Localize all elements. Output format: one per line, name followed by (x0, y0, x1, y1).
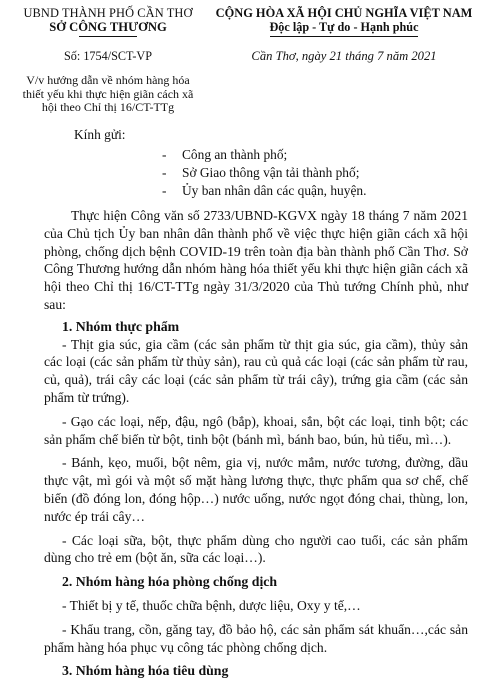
recipient-text: Công an thành phố; (182, 147, 288, 162)
section-title-epidemic: 2. Nhóm hàng hóa phòng chống dịch (62, 574, 278, 590)
motto-underline (270, 36, 418, 37)
recipient-list (162, 146, 472, 200)
document-number: Số: 1754/SCT-VP (64, 49, 152, 63)
department-name: SỞ CÔNG THƯƠNG (49, 20, 167, 34)
recipient-text: Sở Giao thông vận tải thành phố; (182, 165, 360, 180)
document-header (0, 6, 480, 114)
national-block (213, 6, 475, 63)
issuer-block (8, 6, 208, 115)
agency-name: UBND THÀNH PHỐ CẦN THƠ (23, 6, 193, 20)
list-item: - Các loại sữa, bột, thực phẩm dùng cho người cao tuổi, các sản phẩm dùng cho trẻ em (bột ăn, sữa các loại…). (44, 532, 468, 566)
list-item: - Khẩu trang, cồn, găng tay, đồ bảo hộ, các sản phẩm sát khuẩn…,các sản phẩm hàng hóa phục vụ công tác phòng chống dịch. (44, 621, 468, 655)
recipient-dash: - (162, 183, 167, 198)
list-item: - Gạo các loại, nếp, đậu, ngô (bắp), khoai, sắn, bột các loại, tinh bột; các sản phẩm chế biến từ bột, tinh bột (bánh mì, bánh bao, bún, hủ tiếu, mì…). (44, 413, 468, 447)
recipient-dash: - (162, 165, 167, 180)
recipient-text: Ủy ban nhân dân các quận, huyện. (182, 183, 367, 198)
document-date: Cần Thơ, ngày 21 tháng 7 năm 2021 (251, 49, 437, 63)
recipient-item (162, 146, 472, 164)
document-subject: V/v hướng dẫn về nhóm hàng hóa thiết yếu khi thực hiện giãn cách xã hội theo Chỉ thị 16/CT-TTg (22, 73, 194, 115)
issuer-underline (79, 36, 137, 37)
intro-paragraph: Thực hiện Công văn số 2733/UBND-KGVX ngày 18 tháng 7 năm 2021 của Chủ tịch Ủy ban nhân dân thành phố về việc thực hiện giãn cách xã hội phòng, chống dịch bệnh COVID-19 trên toàn địa bàn thành phố Cần Thơ. Sở Công Thương hướng dẫn nhóm hàng hóa thiết yếu khi thực hiện giãn cách xã hội theo Chỉ thị 16/CT-TTg ngày 31/3/2020 của Thủ tướng Chính phủ, như sau: (44, 208, 468, 312)
republic-title: CỘNG HÒA XÃ HỘI CHỦ NGHĨA VIỆT NAM (215, 6, 473, 20)
national-motto: Độc lập - Tự do - Hạnh phúc (269, 20, 419, 34)
salutation: Kính gửi: (74, 127, 126, 142)
recipient-dash: - (162, 147, 167, 162)
list-item: - Thiết bị y tế, thuốc chữa bệnh, dược liệu, Oxy y tế,… (62, 597, 361, 613)
recipient-item (162, 182, 472, 200)
section-title-food: 1. Nhóm thực phẩm (62, 318, 180, 334)
list-item: - Bánh, kẹo, muối, bột nêm, gia vị, nước mắm, nước tương, đường, dầu thực vật, mì gói và một số mặt hàng lương thực, thực phẩm qua sơ chế, chế biến (đồ đóng lon, đóng hộp…) nước uống, nước ngọt đóng chai, thùng, lon, nước ép trái cây… (44, 455, 468, 524)
document-body (44, 207, 468, 680)
list-item: - Thịt gia súc, gia cầm (các sản phẩm từ thịt gia súc, gia cầm), thủy sản các loại (các sản phẩm từ thủy sản), rau củ quả các loại (các sản phẩm từ rau, củ, quả), trái cây các loại (các sản phẩm từ trái cây), trứng gia cầm (các sản phẩm từ trứng). (44, 336, 468, 405)
recipient-item (162, 164, 472, 182)
section-title-consumer: 3. Nhóm hàng hóa tiêu dùng (62, 663, 229, 679)
